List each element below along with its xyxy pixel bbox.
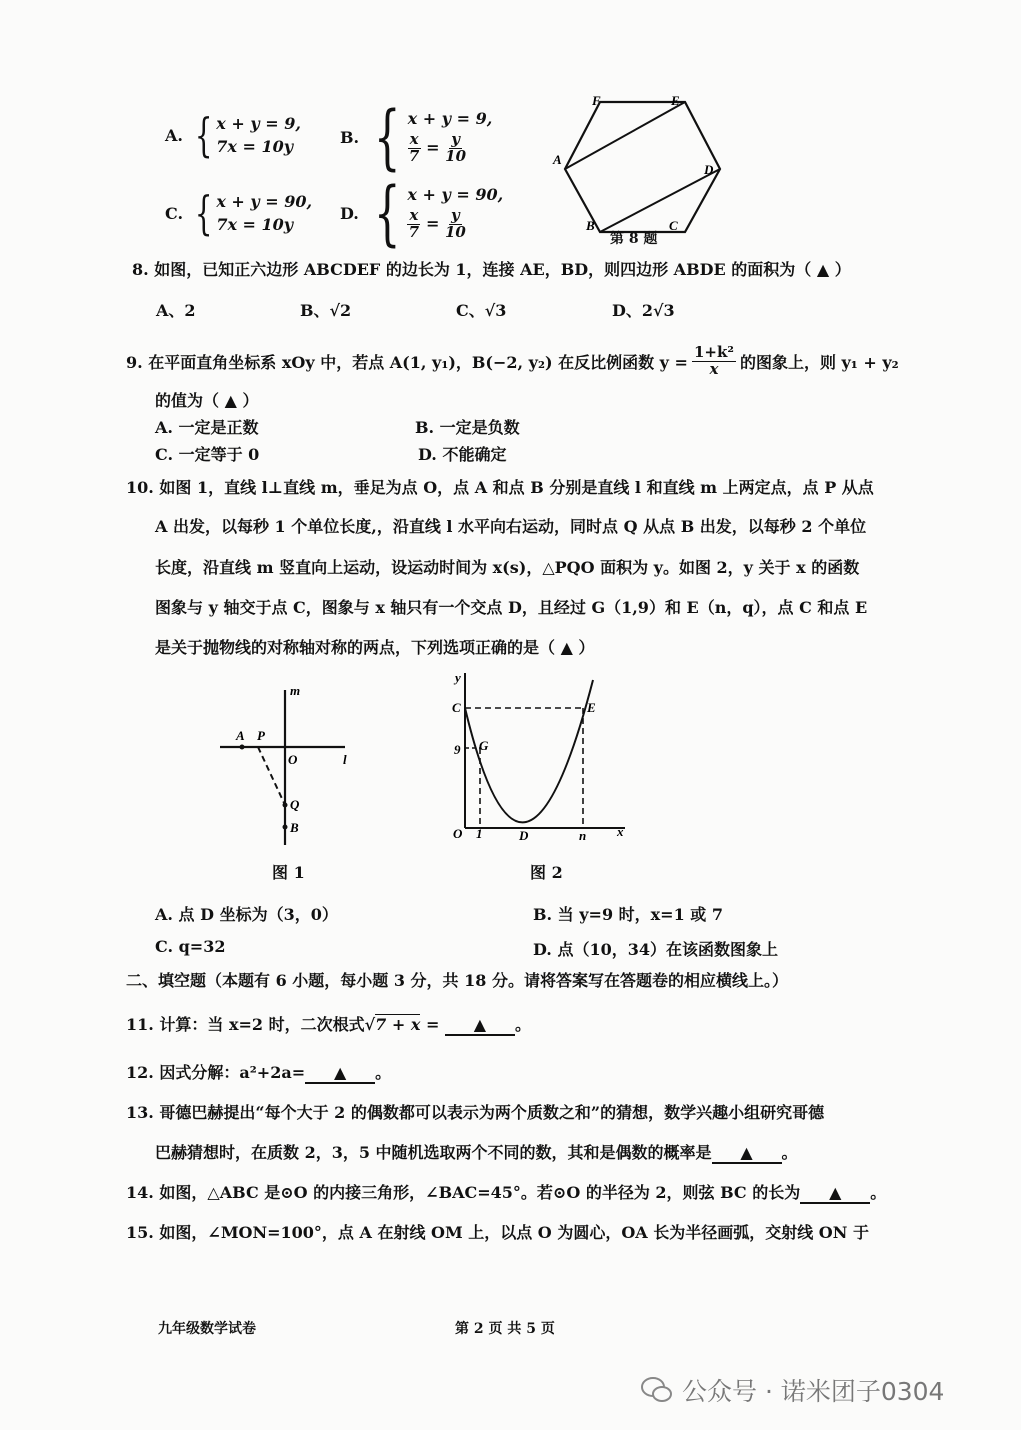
answer-blank: ▲ <box>712 1143 782 1164</box>
figure-1 <box>210 680 370 850</box>
q10-option-b: B. 当 y=9 时，x=1 或 7 <box>533 905 723 924</box>
equals: = <box>420 1015 440 1034</box>
q8-option-b: B、√2 <box>300 301 352 320</box>
denominator: 7 <box>408 147 420 165</box>
radical: √7 + x <box>364 1015 421 1034</box>
answer-blank: ▲ <box>800 1183 870 1204</box>
equation: x + y = 9, <box>407 109 493 129</box>
figure-2-caption: 图 2 <box>530 863 563 882</box>
vertex-b-label: B <box>586 218 595 233</box>
hexagon <box>565 102 720 232</box>
equals: = <box>426 138 440 157</box>
punct: 。 <box>375 1063 392 1082</box>
brace: { <box>194 186 213 240</box>
question-11 <box>126 1012 531 1036</box>
q8-option-d: D、2√3 <box>612 301 675 320</box>
option-label: A. <box>165 125 183 145</box>
brace: { <box>194 108 213 162</box>
q8-option-a: A、2 <box>156 301 196 320</box>
brace: { <box>373 172 401 254</box>
label-9: 9 <box>454 742 461 757</box>
stem-text: 的图象上，则 y₁ + y₂ <box>739 352 899 372</box>
label-c: C <box>452 700 461 715</box>
denominator: 10 <box>444 223 466 241</box>
option-label: B. <box>340 127 360 147</box>
question-13-line <box>155 1140 798 1164</box>
equation: 7x = 10y <box>216 137 294 156</box>
question-10-line: A 出发，以每秒 1 个单位长度,，沿直线 l 水平向右运动，同时点 Q 从点 B 出发，以每秒 2 个单位 <box>155 517 867 536</box>
figure-2 <box>445 668 635 848</box>
stem-text: 9. 在平面直角坐标系 xOy 中，若点 A(1, y₁)，B(−2, y₂) 在反比例函数 y = <box>126 352 688 372</box>
denominator: 7 <box>408 223 420 241</box>
point-b <box>283 825 288 830</box>
label-o: O <box>288 752 298 767</box>
label-n: n <box>579 828 587 843</box>
label-x: x <box>617 824 624 839</box>
q7-option-d <box>340 172 504 254</box>
question-8-stem: 8. 如图，已知正六边形 ABCDEF 的边长为 1，连接 AE，BD，则四边形 ABDE 的面积为（ ▲ ） <box>132 260 851 279</box>
brace: { <box>374 96 401 178</box>
question-10-line: 是关于抛物线的对称轴对称的两点，下列选项正确的是（ ▲ ） <box>155 638 595 657</box>
point-a <box>240 745 245 750</box>
label-g: G <box>479 738 489 753</box>
vertex-e-label: E <box>671 93 680 108</box>
answer-blank: ▲ <box>305 1063 375 1084</box>
stem-text: 巴赫猜想时，在质数 2，3，5 中随机选取两个不同的数，其和是偶数的概率是 <box>155 1143 712 1162</box>
watermark-text: 公众号 · 诺米团子0304 <box>682 1377 945 1406</box>
numerator: y <box>451 130 460 149</box>
label-q: Q <box>290 797 300 812</box>
point-q <box>283 803 288 808</box>
equals: = <box>425 214 440 233</box>
q10-option-a: A. 点 D 坐标为（3，0） <box>155 905 338 924</box>
page-number: 第 2 页 共 5 页 <box>455 1321 555 1337</box>
vertex-f-label: F <box>592 93 601 108</box>
label-o: O <box>453 826 463 841</box>
stem-text: 14. 如图，△ABC 是⊙O 的内接三角形，∠BAC=45°。若⊙O 的半径为 2，则弦 BC 的长为 <box>126 1183 801 1202</box>
numerator: y <box>451 206 460 225</box>
question-9-stem-cont: 的值为（ ▲ ） <box>155 391 259 410</box>
q9-option-a: A. 一定是正数 <box>155 418 259 437</box>
numerator: 1+k² <box>693 343 734 361</box>
numerator: x <box>409 206 419 225</box>
q9-option-b: B. 一定是负数 <box>415 418 520 437</box>
stem-text: 11. 计算：当 x=2 时，二次根式 <box>126 1015 365 1034</box>
watermark <box>640 1372 944 1408</box>
answer-blank: ▲ <box>445 1015 515 1036</box>
q10-option-d: D. 点（10，34）在该函数图象上 <box>533 940 778 959</box>
question-10-line: 10. 如图 1，直线 l⊥直线 m，垂足为点 O，点 A 和点 B 分别是直线 l 和直线 m 上两定点，点 P 从点 <box>126 478 874 497</box>
q7-option-c <box>165 186 313 240</box>
equation: 7x = 10y <box>216 215 294 234</box>
punct: 。 <box>514 1015 531 1034</box>
radicand: 7 + x <box>375 1015 421 1034</box>
q8-option-c: C、√3 <box>456 301 507 320</box>
label-e: E <box>587 700 596 715</box>
option-label: C. <box>165 203 184 223</box>
label-p: P <box>257 728 265 743</box>
question-15: 15. 如图，∠MON=100°，点 A 在射线 OM 上，以点 O 为圆心，OA 长为半径画弧，交射线 ON 于 <box>126 1223 869 1242</box>
label-d: D <box>519 828 529 843</box>
equation: x + y = 90, <box>407 185 504 205</box>
figure-1-caption: 图 1 <box>272 863 305 882</box>
punct: 。 <box>781 1143 798 1162</box>
denominator: x <box>709 359 719 378</box>
question-10-line: 长度，沿直线 m 竖直向上运动，设运动时间为 x(s)，△PQO 面积为 y。如图 2，y 关于 x 的函数 <box>155 558 860 577</box>
q10-option-c: C. q=32 <box>155 937 226 956</box>
question-14 <box>126 1180 886 1204</box>
figure-caption: 第 8 题 <box>610 231 658 247</box>
label-m: m <box>290 683 301 698</box>
q7-option-b <box>340 96 493 178</box>
label-1: 1 <box>476 826 483 841</box>
vertex-c-label: C <box>669 218 678 233</box>
vertex-a-label: A <box>553 152 562 167</box>
fraction-equation <box>408 132 493 165</box>
segment-pq <box>258 747 285 805</box>
section-2-heading: 二、填空题（本题有 6 小题，每小题 3 分，共 18 分。请将答案写在答题卷的相应横线上。） <box>126 971 788 990</box>
label-a: A <box>236 728 245 743</box>
label-b: B <box>290 820 299 835</box>
question-13-line: 13. 哥德巴赫提出“每个大于 2 的偶数都可以表示为两个质数之和”的猜想，数学兴趣小组研究哥德 <box>126 1103 825 1122</box>
question-12 <box>126 1060 391 1084</box>
equation: x + y = 90, <box>216 192 313 211</box>
equation: x + y = 9, <box>216 114 301 133</box>
label-y: y <box>455 670 461 685</box>
vertex-d-label: D <box>704 162 714 177</box>
q7-option-a <box>165 108 301 162</box>
punct: 。 <box>870 1183 887 1202</box>
question-9-stem <box>126 345 899 378</box>
fraction-equation <box>407 208 503 241</box>
wechat-icon <box>640 1375 674 1405</box>
question-10-line: 图象与 y 轴交于点 C，图象与 x 轴只有一个交点 D，且经过 G（1,9）和 E（n，q），点 C 和点 E <box>155 598 868 617</box>
option-label: D. <box>340 203 359 223</box>
stem-text: 12. 因式分解：a²+2a= <box>126 1063 306 1082</box>
label-l: l <box>343 752 347 767</box>
q9-option-d: D. 不能确定 <box>418 445 507 464</box>
q9-option-c: C. 一定等于 0 <box>155 445 260 464</box>
numerator: x <box>409 130 419 149</box>
denominator: 10 <box>445 147 467 165</box>
footer-title: 九年级数学试卷 <box>158 1321 256 1337</box>
